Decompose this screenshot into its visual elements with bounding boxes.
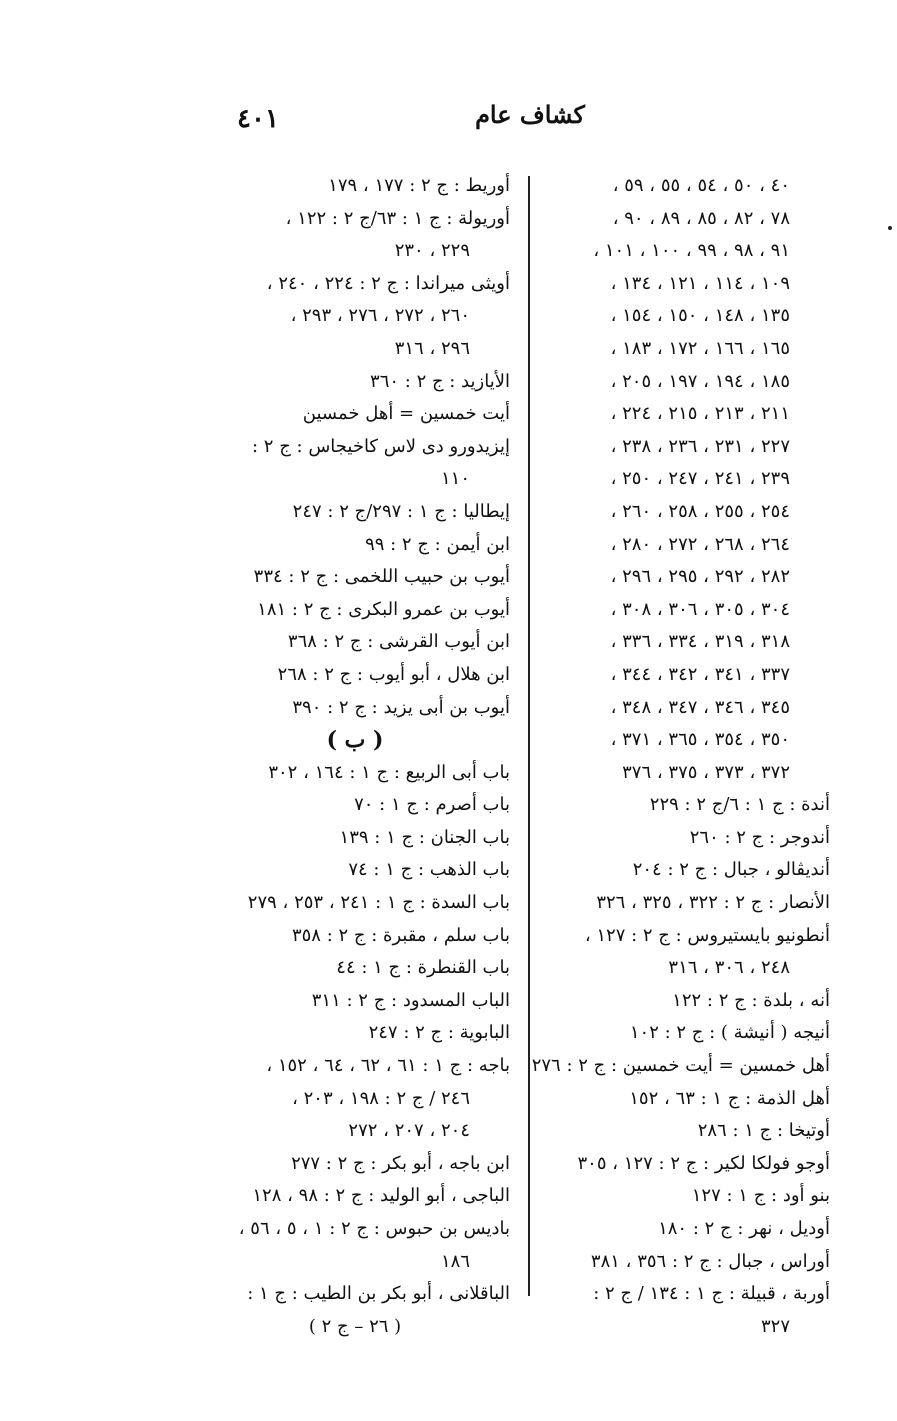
index-line: ٣٣٧ ، ٣٤١ ، ٣٤٢ ، ٣٤٤ ، — [610, 663, 790, 685]
index-line: ١١٠ — [440, 468, 470, 490]
index-line: باب أبى الربيع : ج ١ : ١٦٤ ، ٣٠٢ — [268, 761, 510, 783]
index-line: باب القنطرة : ج ١ : ٤٤ — [336, 957, 510, 979]
index-line: إيطاليا : ج ١ : ٢٩٧/ج ٢ : ٢٤٧ — [292, 500, 510, 522]
index-line: الباب المسدود : ج ٢ : ٣١١ — [311, 989, 510, 1011]
index-column-left — [200, 170, 510, 1343]
index-line: ١٨٥ ، ١٩٤ ، ١٩٧ ، ٢٠٥ ، — [610, 370, 790, 392]
index-line: ٣٥٠ ، ٣٥٤ ، ٣٦٥ ، ٣٧١ ، — [610, 729, 790, 751]
index-line: ٢٠٤ ، ٢٠٧ ، ٢٧٢ — [348, 1120, 470, 1142]
margin-dot — [888, 226, 892, 230]
index-line: باجه : ج ١ : ٦١ ، ٦٢ ، ٦٤ ، ١٥٢ ، — [266, 1055, 510, 1077]
index-line: ٢٢٧ ، ٢٣١ ، ٢٣٦ ، ٢٣٨ ، — [610, 435, 790, 457]
index-line: أنه ، بلدة : ج ٢ : ١٢٢ — [672, 989, 830, 1011]
index-line: ابن أيوب القرشى : ج ٢ : ٣٦٨ — [287, 631, 510, 653]
index-line: أندوجر : ج ٢ : ٢٦٠ — [689, 826, 830, 848]
index-column-right — [500, 170, 830, 1343]
index-line: ٢٥٤ ، ٢٥٥ ، ٢٥٨ ، ٢٦٠ ، — [610, 500, 790, 522]
index-line: ١٠٩ ، ١١٤ ، ١٢١ ، ١٣٤ ، — [610, 272, 790, 294]
index-line: الباجى ، أبو الوليد : ج ٢ : ٩٨ ، ١٢٨ — [252, 1185, 510, 1207]
index-line: ابن هلال ، أبو أيوب : ج ٢ : ٢٦٨ — [277, 663, 510, 685]
index-line: أويثى ميراندا : ج ٢ : ٢٢٤ ، ٢٤٠ ، — [266, 272, 510, 294]
index-line: أيوب بن حبيب اللخمى : ج ٢ : ٣٣٤ — [253, 566, 510, 588]
index-line: باب السدة : ج ١ : ٢٤١ ، ٢٥٣ ، ٢٧٩ — [247, 892, 510, 914]
index-line: الأيازيد : ج ٢ : ٣٦٠ — [370, 370, 510, 392]
index-line: ٢٩٦ ، ٣١٦ — [394, 337, 470, 359]
index-line: أوجو فولكا لكير : ج ٢ : ١٢٧ ، ٣٠٥ — [577, 1152, 830, 1174]
index-line: إيزيدورو دى لاس كاخيجاس : ج ٢ : — [252, 435, 510, 457]
index-line: ٤٠ ، ٥٠ ، ٥٤ ، ٥٥ ، ٥٩ ، — [612, 175, 790, 196]
index-line: بنو أود : ج ١ : ١٢٧ — [691, 1185, 830, 1207]
index-line: أوريولة : ج ١ : ٦٣/ج ٢ : ١٢٢ ، — [285, 207, 510, 229]
index-line: أوتيخا : ج ١ : ٢٨٦ — [697, 1120, 830, 1142]
index-line: أنيجه ( أنيشة ) : ج ٢ : ١٠٢ — [629, 1022, 830, 1044]
index-line: ٣٧٢ ، ٣٧٣ ، ٣٧٥ ، ٣٧٦ — [622, 761, 790, 783]
index-line: ٧٨ ، ٨٢ ، ٨٥ ، ٨٩ ، ٩٠ ، — [612, 207, 790, 229]
index-line: ٣٢٧ — [760, 1315, 790, 1337]
index-line: أوربة ، قبيلة : ج ١ : ١٣٤ / ج ٢ : — [593, 1283, 830, 1305]
index-line: أيوب بن أبى يزيد : ج ٢ : ٣٩٠ — [292, 696, 510, 718]
index-line: ٢٦٤ ، ٢٦٨ ، ٢٧٢ ، ٢٨٠ ، — [610, 533, 790, 555]
index-line: باب سلم ، مقبرة : ج ٢ : ٣٥٨ — [291, 924, 510, 946]
index-line: أهل خمسين = أيت خمسين : ج ٢ : ٢٧٦ — [531, 1055, 830, 1077]
index-line: أنديڤالو ، جبال : ج ٢ : ٢٠٤ — [632, 859, 830, 881]
index-line: أنطونيو بايستيروس : ج ٢ : ١٢٧ ، — [584, 924, 830, 946]
column-divider — [528, 176, 530, 1296]
running-header-title: كشاف عام — [475, 100, 585, 129]
index-line: باديس بن حبوس : ج ٢ : ١ ، ٥ ، ٥٦ ، — [238, 1218, 510, 1239]
index-line: ١٣٥ ، ١٤٨ ، ١٥٠ ، ١٥٤ ، — [610, 305, 790, 327]
section-heading: ( ب ) — [326, 727, 384, 754]
index-line: ٢٤٨ ، ٣٠٦ ، ٣١٦ — [668, 957, 790, 979]
index-line: البابوية : ج ٢ : ٢٤٧ — [368, 1022, 510, 1044]
index-line: ٢٣٩ ، ٢٤١ ، ٢٤٧ ، ٢٥٠ ، — [610, 468, 790, 490]
index-line: ٢٤٦ / ج ٢ : ١٩٨ ، ٢٠٣ ، — [292, 1087, 470, 1109]
index-line: ٣١٨ ، ٣١٩ ، ٣٣٤ ، ٣٣٦ ، — [610, 631, 790, 653]
signature-mark: ( ٢٦ – ج ٢ ) — [308, 1315, 402, 1337]
index-line: ١٦٥ ، ١٦٦ ، ١٧٢ ، ١٨٣ ، — [610, 337, 790, 359]
index-line: ٢٦٠ ، ٢٧٢ ، ٢٧٦ ، ٢٩٣ ، — [290, 305, 470, 327]
index-line: ٣٠٤ ، ٣٠٥ ، ٣٠٦ ، ٣٠٨ ، — [610, 598, 790, 620]
index-line: باب الذهب : ج ١ : ٧٤ — [348, 859, 510, 881]
index-line: ٢٨٢ ، ٢٩٢ ، ٢٩٥ ، ٢٩٦ ، — [610, 566, 790, 588]
index-line: أيوب بن عمرو البكرى : ج ٢ : ١٨١ — [257, 598, 510, 620]
index-line: أوريط : ج ٢ : ١٧٧ ، ١٧٩ — [328, 175, 510, 196]
index-line: أندة : ج ١ : ٦/ج ٢ : ٢٢٩ — [649, 794, 830, 816]
index-line: أهل الذمة : ج ١ : ٦٣ ، ١٥٢ — [629, 1087, 830, 1109]
index-line: باب أصرم : ج ١ : ٧٠ — [354, 794, 510, 816]
index-line: ابن باجه ، أبو بكر : ج ٢ : ٢٧٧ — [291, 1152, 510, 1174]
index-line: ٩١ ، ٩٨ ، ٩٩ ، ١٠٠ ، ١٠١ ، — [593, 240, 790, 262]
index-line: الباقلانى ، أبو بكر بن الطيب : ج ١ : — [247, 1283, 510, 1305]
index-line: أيت خمسين = أهل خمسين — [302, 403, 510, 425]
index-line: أوديل ، نهر : ج ٢ : ١٨٠ — [658, 1218, 830, 1239]
page-number: ٤٠١ — [237, 104, 279, 134]
index-line: الأنصار : ج ٢ : ٣٢٢ ، ٣٢٥ ، ٣٢٦ — [596, 892, 830, 914]
index-line: ٢٢٩ ، ٢٣٠ — [394, 240, 470, 262]
index-line: باب الجنان : ج ١ : ١٣٩ — [339, 826, 510, 848]
index-line: ٢١١ ، ٢١٣ ، ٢١٥ ، ٢٢٤ ، — [610, 403, 790, 425]
index-line: ابن أيمن : ج ٢ : ٩٩ — [365, 533, 510, 555]
index-line: أوراس ، جبال : ج ٢ : ٣٥٦ ، ٣٨١ — [590, 1250, 830, 1272]
index-line: ١٨٦ — [440, 1250, 470, 1272]
index-line: ٣٤٥ ، ٣٤٦ ، ٣٤٧ ، ٣٤٨ ، — [610, 696, 790, 718]
